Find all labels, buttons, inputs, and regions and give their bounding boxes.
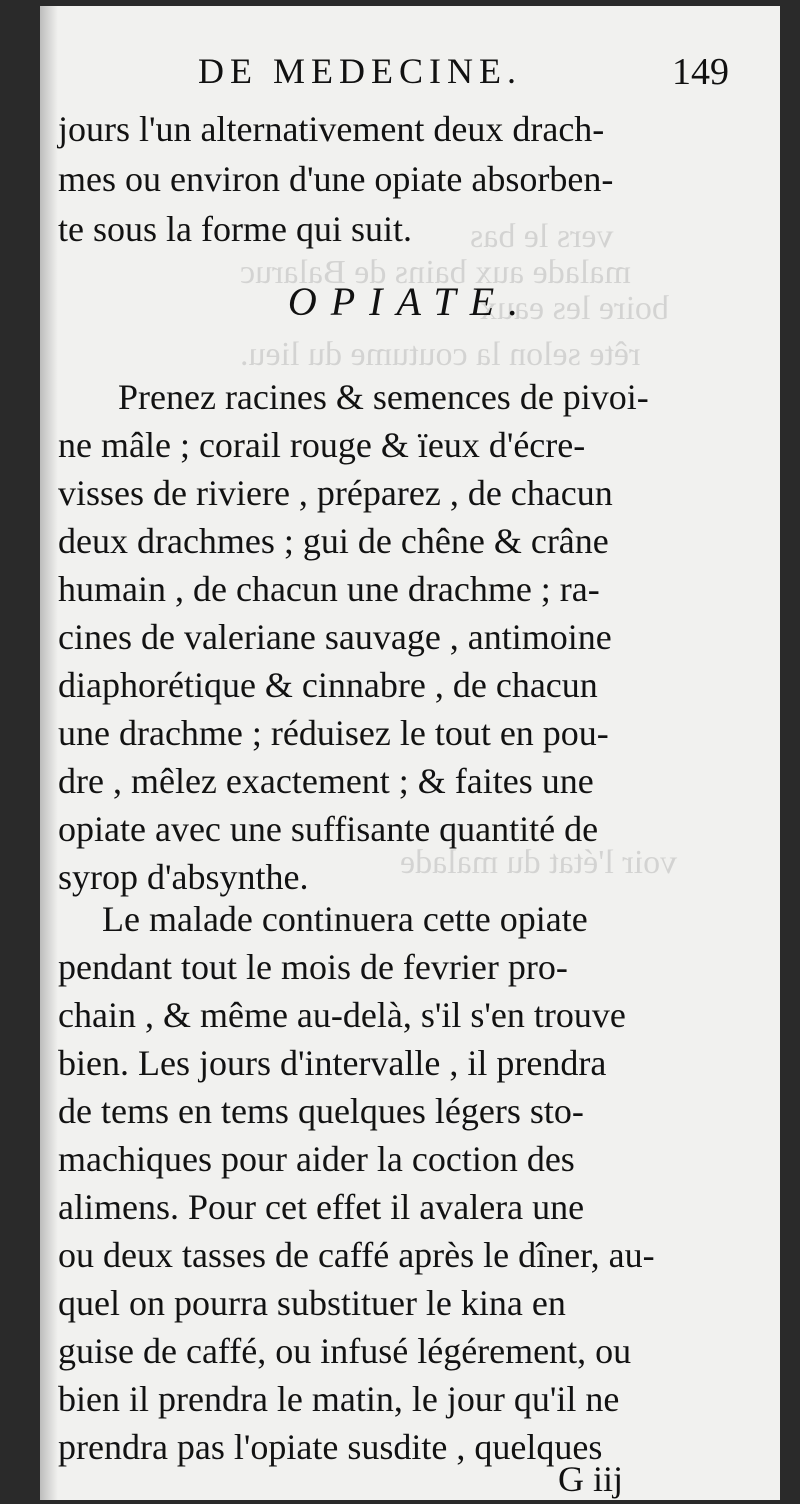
section-heading: OPIATE. <box>287 279 533 324</box>
bleed-through-line: boire les eaux <box>480 290 669 327</box>
bleed-through-line: voir l'état du malade <box>400 844 678 881</box>
text-line: diaphorétique & cinnabre , de chacun <box>58 665 598 705</box>
running-title: DE MEDECINE. <box>198 51 522 91</box>
text-line: chain , & même au-delà, s'il s'en trouve <box>58 995 626 1035</box>
text-line: guise de caffé, ou infusé légérement, ou <box>58 1331 632 1371</box>
text-line: cines de valeriane sauvage , antimoine <box>58 617 612 657</box>
text-line: bien. Les jours d'intervalle , il prendra <box>58 1043 607 1083</box>
text-line: visses de riviere , préparez , de chacun <box>58 473 613 513</box>
text-line: jours l'un alternativement deux drach- <box>58 109 605 149</box>
bleed-through-line: malade aux bains de Balaruc <box>240 254 631 291</box>
text-line: deux drachmes ; gui de chêne & crâne <box>58 521 609 561</box>
text-line: quel on pourra substituer le kina en <box>58 1283 566 1323</box>
text-line: Le malade continuera cette opiate <box>102 899 588 939</box>
text-line: bien il prendra le matin, le jour qu'il ne <box>58 1379 620 1419</box>
text-line: opiate avec une suffisante quantité de <box>58 809 599 849</box>
bleed-through-line: rête selon la coutume du lieu. <box>240 336 641 373</box>
running-head <box>40 50 780 110</box>
text-line: ne mâle ; corail rouge & ïeux d'écre- <box>58 425 586 465</box>
text-line: te sous la forme qui suit. <box>58 209 412 249</box>
signature-mark: G iij <box>558 1459 624 1499</box>
text-line: Prenez racines & semences de pivoi- <box>118 377 649 417</box>
text-line: une drachme ; réduisez le tout en pou- <box>58 713 609 753</box>
bleed-through-line: vers le bas <box>470 218 614 255</box>
text-line: syrop d'absynthe. <box>58 857 309 897</box>
text-line: alimens. Pour cet effet il avalera une <box>58 1187 585 1227</box>
text-line: prendra pas l'opiate susdite , quelques <box>58 1427 603 1467</box>
text-line: machiques pour aider la coction des <box>58 1139 575 1179</box>
text-line: dre , mêlez exactement ; & faites une <box>58 761 594 801</box>
text-line: de tems en tems quelques légers sto- <box>58 1091 584 1131</box>
text-line: pendant tout le mois de fevrier pro- <box>58 947 568 987</box>
book-page <box>40 6 780 1500</box>
text-line: mes ou environ d'une opiate absorben- <box>58 159 614 199</box>
page-spine-shadow <box>40 6 58 1500</box>
text-line: humain , de chacun une drachme ; ra- <box>58 569 600 609</box>
page-number: 149 <box>672 51 729 93</box>
text-line: ou deux tasses de caffé après le dîner, au- <box>58 1235 655 1275</box>
